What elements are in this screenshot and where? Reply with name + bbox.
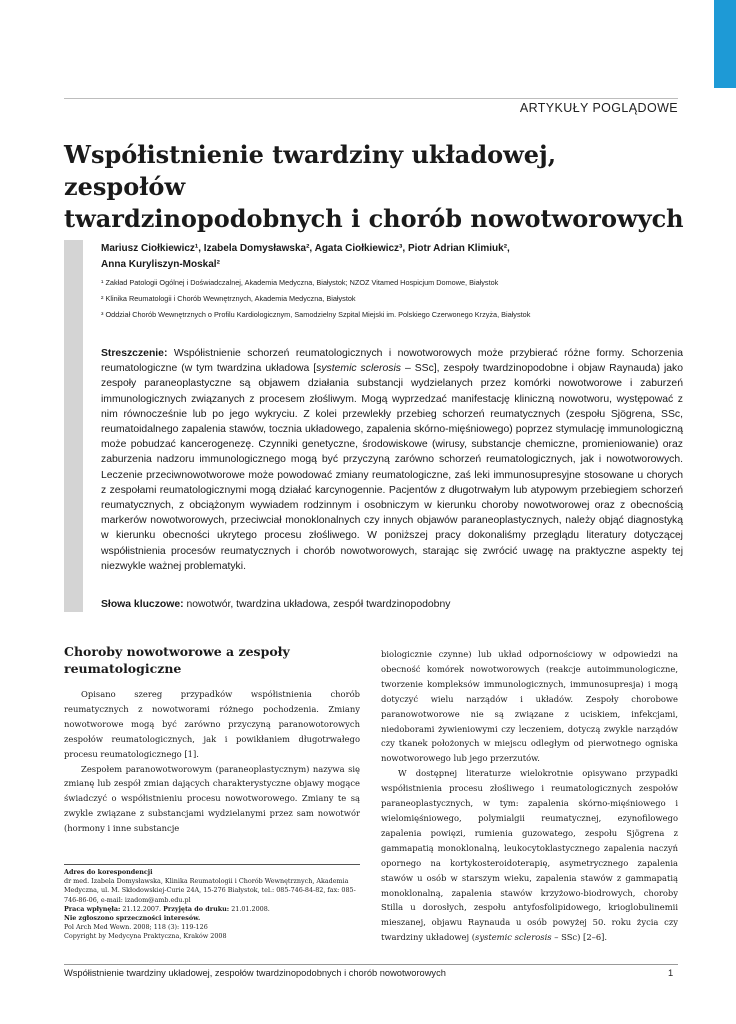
body-text: W dostępnej literaturze wielokrotnie opisywano przypadki współistnienia procesu złośliwego i reumatologicznych zespołów paraneoplastycznych, w tym: zapalenia skórno-mięśniowego i wielomięśniowego, polymialgii reumatycznej, ezynofilowego zapalenia powięzi, rumienia guzowatego, zespołu Sjögrena z gammapatią monoklonalną, leukocytoklastycznego zapalenia naczyń opornego na kortykosteroidoterapię, asymetrycznego zapalenia stawów u osób w starszym wieku, zapalenia stawów z gammapatią monoklonalną, zapalenia stawów krzyżowo-biodrowych, choroby Stilla u dorosłych, zespołu antyfosfolipidowego, krioglobulinemii mieszanej, objawu Raynauda u osób powyżej 50. roku życia czy twardziny układowej ( <box>381 768 678 943</box>
affiliation-3: ³ Oddział Chorób Wewnętrznych o Profilu Kardiologicznym, Samodzielny Szpital Miejski im. Polskiego Czerwonego Krzyża, Białystok <box>101 310 531 319</box>
abstract-sidebar-bar <box>64 240 83 612</box>
dates-line <box>64 905 360 914</box>
body-column-right <box>381 647 678 945</box>
article-title <box>64 139 684 235</box>
body-paragraph <box>381 766 678 945</box>
correspondence-rule <box>64 864 360 865</box>
received-label: Praca wpłynęła: <box>64 904 121 913</box>
abstract-text-italic: systemic sclerosis <box>316 363 401 375</box>
accepted-date: 21.01.2008. <box>229 904 270 913</box>
correspondence-address: dr med. Izabela Domysławska, Klinika Reumatologii i Chorób Wewnętrznych, Akademia Medyczna, ul. M. Skłodowskiej-Curie 24A, 15-276 Białystok, tel.: 085-746-84-82, fax: 085-746-86-06, e-mail: izadom@amb.edu.pl <box>64 877 356 904</box>
header-rule <box>64 98 678 99</box>
copyright: Copyright by Medycyna Praktyczna, Kraków 2008 <box>64 932 227 941</box>
body-column-left <box>64 687 360 836</box>
section-heading: Choroby nowotworowe a zespoły reumatologiczne <box>64 644 290 676</box>
page-number: 1 <box>668 968 674 978</box>
affiliation-2: ² Klinika Reumatologii i Chorób Wewnętrznych, Akademia Medyczna, Białystok <box>101 294 356 303</box>
keywords-text: nowotwór, twardzina układowa, zespół twardzinopodobny <box>183 599 451 610</box>
conflict-statement: Nie zgłoszono sprzeczności interesów. <box>64 914 201 923</box>
body-paragraph: biologicznie czynne) lub układ odpornościowy w odpowiedzi na obecność komórek nowotworowych (reakcje autoimmunologiczne, tworzenie kompleksów immunologicznych, immunosupresja) i mogą dotyczyć wielu narządów i układów. Zespoły chorobowe paranowotworowe nie są związane z uciskiem, infekcjami, niedoborami żywieniowymi czy leczeniem, dotyczą zwykle narządów czy tkanek położonych w miejscu odległym od pierwotnego ogniska nowotworowego lub jego przerzutów. <box>381 649 678 764</box>
abstract-text-part1: Współistnienie schorzeń reumatologicznych i nowotworowych może przybierać różne formy. Schorzenia reumatologiczne (w tym twardzina układowa [ <box>101 348 683 375</box>
title-line-1: Współistnienie twardziny układowej, zespołów <box>64 140 557 201</box>
body-text-end: – SSc) [2–6]. <box>551 932 608 943</box>
abstract-text-part2: – SSc], zespoły twardzinopodobne i objaw Raynauda) jako zespoły paraneoplastyczne są objawem działania substancji wydzielanych przez komórki nowotworowe i zaburzeń immunologicznych związanych z procesem złośliwym. Mogą wyprzedzać manifestację kliniczną nowotworu, występować z nim równocześnie lub po jego wykryciu. Z kolei przewlekły przebieg schorzeń reumatycznych (zespołu Sjögrena, SSc, reumatoidalnego zapalenia stawów, tocznia układowego, zapalenia skórno-mięśniowego) poprzez stymulację immunologiczną może pobudzać kancerogenezę. Czynniki genetyczne, środowiskowe (wirusy, substancje chemiczne, promieniowanie) oraz zaburzenia nadzoru immunologicznego mogą być przyczyną zarówno schorzeń reumatologicznych, jak i nowotworowych. Leczenie przeciwnowotworowe może powodować zmiany reumatologiczne, zaś leki immunosupresyjne stosowane u chorych z zespołami reumatologicznymi mogą działać karcynogennie. Pacjentów z długotrwałym lub atypowym przebiegiem schorzeń reumatycznych, z obciążonym wywiadem rodzinnym i osobniczym w kierunku choroby nowotworowej oraz z obecnością markerów nowotworowych, przeciwciał monoklonalnych czy innych objawów paraneoplastycznych, należy objąć diagnostyką w kierunku obecności ukrytego procesu złośliwego. W poniższej pracy dokonaliśmy przeglądu literatury dotyczącej współistnienia procesów reumatycznych i chorób nowotworowych, starając się zwrócić uwagę na praktyczne aspekty tej niezwykle ważnej problematyki. <box>101 363 684 572</box>
correspondence-title: Adres do korespondencji <box>64 868 153 876</box>
authors-line-2: Anna Kuryliszyn-Moskal² <box>101 259 220 270</box>
affiliation-1: ¹ Zakład Patologii Ogólnej i Doświadczalnej, Akademia Medyczna, Białystok; NZOZ Vitamed Hospicjum Domowe, Białystok <box>101 278 499 287</box>
body-paragraph: Opisano szereg przypadków współistnienia chorób reumatycznych z nowotworami różnego pochodzenia. Zmiany nowotworowe mogą być zarówno przyczyną paranowotorowych zespołów reumatologicznych, jak i powikłaniem długotrwałego procesu reumatologicznego [1]. <box>64 689 360 759</box>
citation: Pol Arch Med Wewn. 2008; 118 (3): 119-126 <box>64 923 208 932</box>
authors <box>101 241 661 273</box>
received-date: 21.12.2007. <box>120 904 164 913</box>
body-paragraph: Zespołem paranowotworowym (paraneoplastycznym) nazywa się zmianę lub zespół zmian dających charakterystyczne objawy mogące świadczyć o współistnieniu procesu nowotworowego. Zmiany te są zwykle związane z substancjami wydzielanymi przez sam nowotwór (hormony i inne substancje <box>64 763 360 834</box>
abstract-label: Streszczenie: <box>101 348 168 359</box>
body-text-italic: systemic sclerosis <box>475 932 552 943</box>
accent-tab <box>714 0 736 88</box>
correspondence-block <box>64 868 360 942</box>
footer-rule <box>64 964 678 965</box>
accepted-label: Przyjęta do druku: <box>163 904 230 913</box>
keywords-label: Słowa kluczowe: <box>101 599 184 610</box>
running-title: Współistnienie twardziny układowej, zespołów twardzinopodobnych i chorób nowotworowych <box>64 968 446 978</box>
authors-line-1: Mariusz Ciołkiewicz¹, Izabela Domysławska², Agata Ciołkiewicz³, Piotr Adrian Klimiuk², <box>101 243 510 254</box>
section-label: ARTYKUŁY POGLĄDOWE <box>519 101 678 115</box>
title-line-2: twardzinopodobnych i chorób nowotworowych <box>64 204 684 233</box>
abstract <box>101 346 683 574</box>
keywords <box>101 597 683 612</box>
